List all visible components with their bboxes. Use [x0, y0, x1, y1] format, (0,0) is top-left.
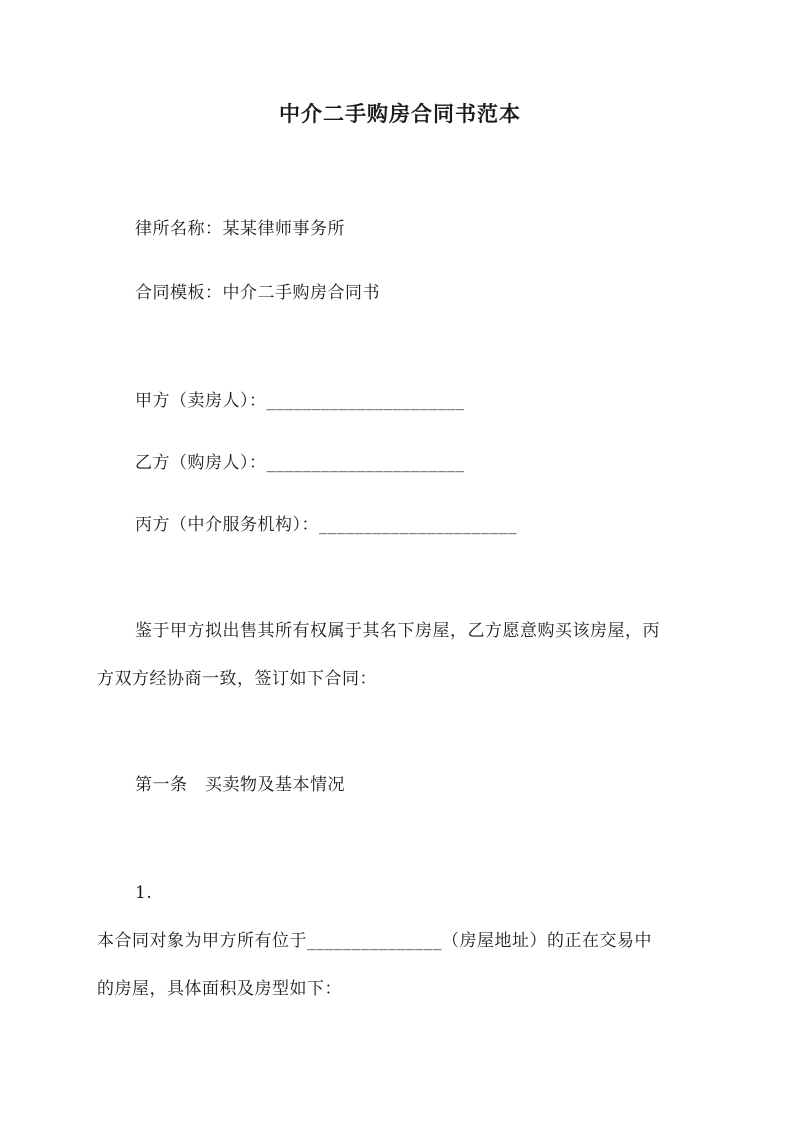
preamble-line-2: 方双方经协商一致，签订如下合同：: [97, 669, 377, 689]
document-title: 中介二手购房合同书范本: [279, 101, 521, 126]
party-b-line: 乙方（购房人）：______________________: [135, 453, 465, 473]
item-1-line-2: 的房屋，具体面积及房型如下：: [97, 979, 342, 999]
template-line: 合同模板：中介二手购房合同书: [135, 283, 380, 303]
item-1-number: 1.: [135, 883, 153, 903]
party-c-line: 丙方（中介服务机构）：______________________: [135, 515, 517, 535]
article-1-heading: 第一条 买卖物及基本情况: [135, 775, 345, 795]
preamble-line-1: 鉴于甲方拟出售其所有权属于其名下房屋，乙方愿意购买该房屋，丙: [135, 621, 660, 641]
party-a-line: 甲方（卖房人）：______________________: [135, 391, 465, 411]
item-1-line-1: 本合同对象为甲方所有位于_______________（房屋地址）的正在交易中: [97, 931, 652, 951]
law-firm-line: 律所名称：某某律师事务所: [135, 219, 345, 239]
